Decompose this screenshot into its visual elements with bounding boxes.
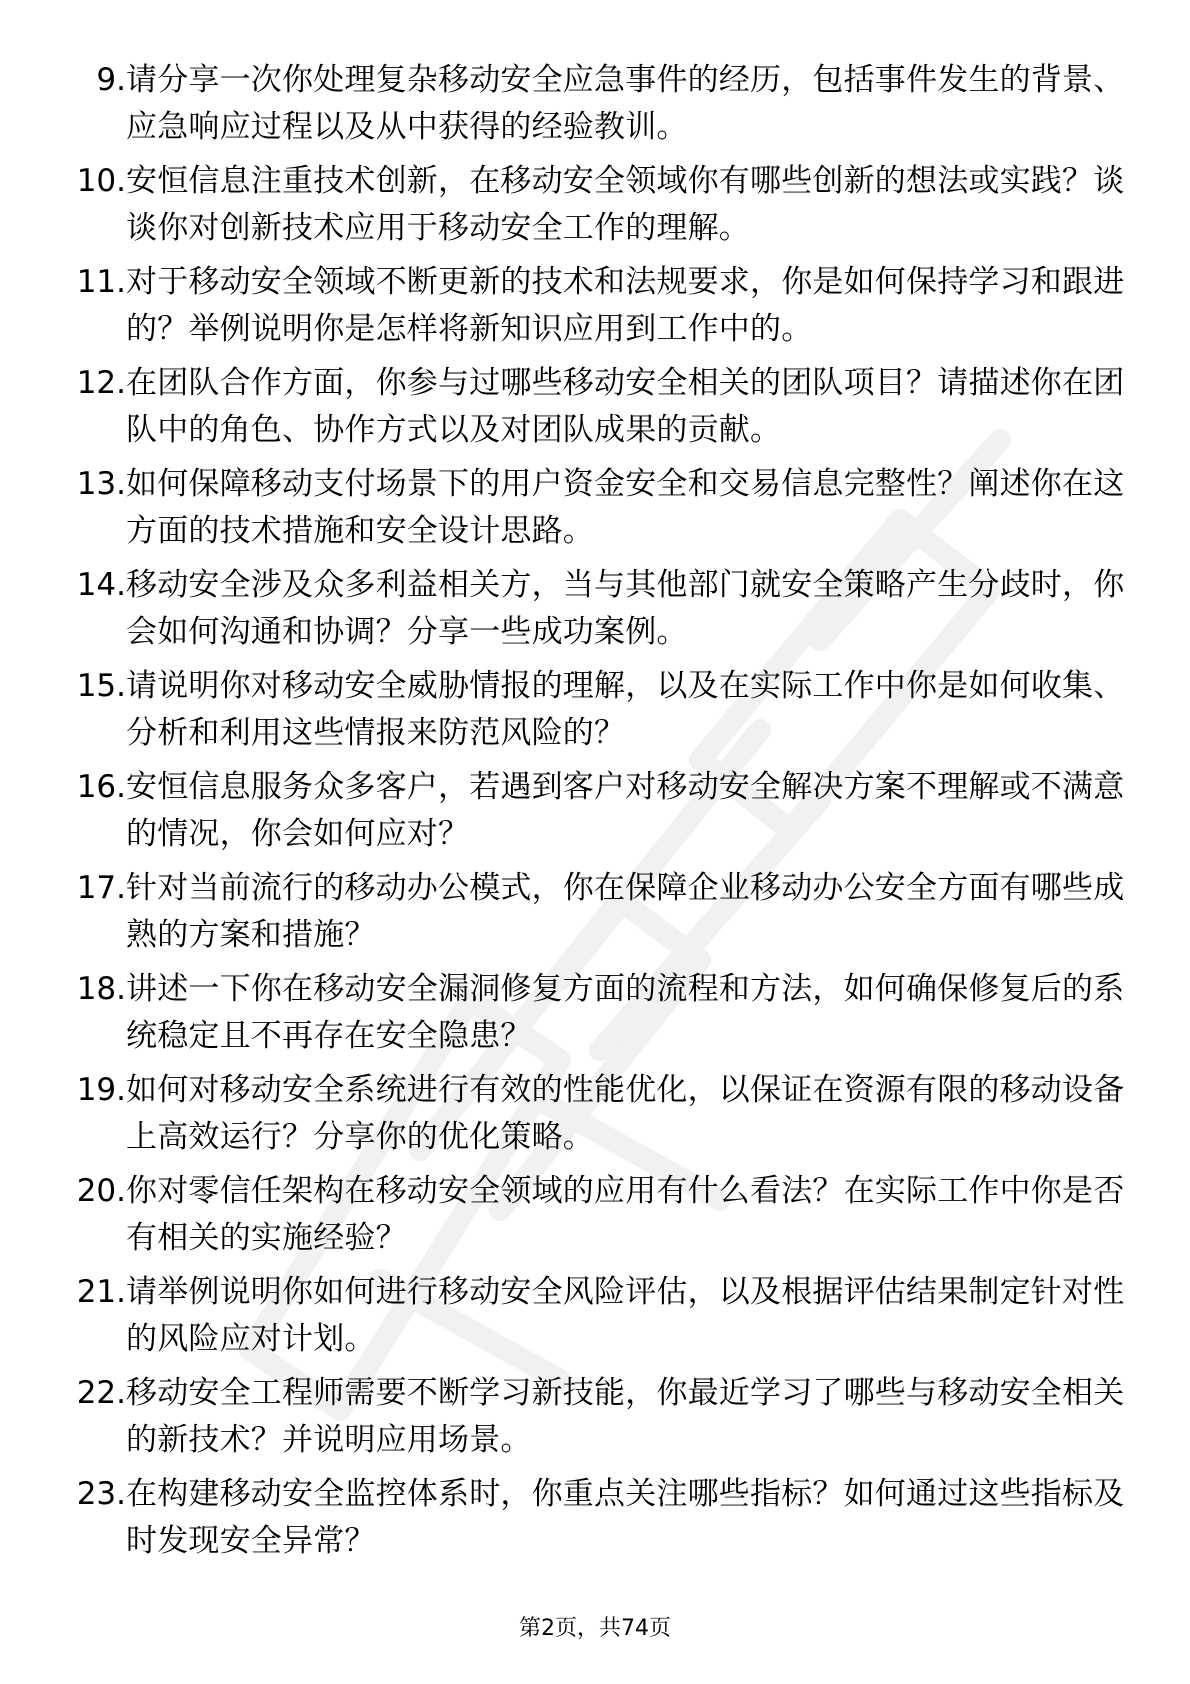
list-item (0, 153, 1190, 254)
question-number: 12. (76, 365, 126, 401)
list-item (0, 557, 1190, 658)
list-item (0, 1062, 1190, 1163)
question-number: 10. (76, 163, 126, 199)
question-text: 请说明你对移动安全威胁情报的理解，以及在实际工作中你是如何收集、分析和利用这些情报来防范风险的？ (126, 668, 1125, 751)
question-number: 15. (76, 668, 126, 704)
list-item (0, 961, 1190, 1062)
question-text: 如何保障移动支付场景下的用户资金安全和交易信息完整性？阐述你在这方面的技术措施和安全设计思路。 (126, 466, 1125, 549)
question-text: 请举例说明你如何进行移动安全风险评估，以及根据评估结果制定针对性的风险应对计划。 (126, 1274, 1125, 1357)
question-number: 11. (76, 264, 126, 300)
page-footer (0, 1614, 1190, 1644)
list-item (0, 759, 1190, 860)
question-number: 9. (96, 62, 126, 98)
question-text: 如何对移动安全系统进行有效的性能优化，以保证在资源有限的移动设备上高效运行？分享你的优化策略。 (126, 1072, 1125, 1155)
question-number: 21. (76, 1274, 126, 1310)
list-item (0, 1163, 1190, 1264)
question-list (0, 52, 1190, 1567)
list-item (0, 860, 1190, 961)
question-text: 移动安全涉及众多利益相关方，当与其他部门就安全策略产生分歧时，你会如何沟通和协调？分享一些成功案例。 (126, 567, 1125, 650)
list-item (0, 52, 1190, 153)
question-number: 20. (76, 1173, 126, 1209)
question-number: 23. (76, 1476, 126, 1512)
question-text: 移动安全工程师需要不断学习新技能，你最近学习了哪些与移动安全相关的新技术？并说明应用场景。 (126, 1375, 1125, 1458)
question-text: 对于移动安全领域不断更新的技术和法规要求，你是如何保持学习和跟进的？举例说明你是怎样将新知识应用到工作中的。 (126, 264, 1125, 347)
question-text: 在构建移动安全监控体系时，你重点关注哪些指标？如何通过这些指标及时发现安全异常？ (126, 1476, 1125, 1559)
page-number-label: 第2页，共74页 (519, 1616, 671, 1641)
question-number: 22. (76, 1375, 126, 1411)
list-item (0, 355, 1190, 456)
list-item (0, 1466, 1190, 1567)
list-item (0, 254, 1190, 355)
question-number: 14. (76, 567, 126, 603)
list-item (0, 1365, 1190, 1466)
question-number: 19. (76, 1072, 126, 1108)
question-text: 针对当前流行的移动办公模式，你在保障企业移动办公安全方面有哪些成熟的方案和措施？ (126, 870, 1125, 953)
question-number: 16. (76, 769, 126, 805)
question-text: 你对零信任架构在移动安全领域的应用有什么看法？在实际工作中你是否有相关的实施经验？ (126, 1173, 1125, 1256)
question-number: 17. (76, 870, 126, 906)
list-item (0, 1264, 1190, 1365)
list-item (0, 658, 1190, 759)
question-text: 安恒信息服务众多客户，若遇到客户对移动安全解决方案不理解或不满意的情况，你会如何应对？ (126, 769, 1125, 852)
question-text: 讲述一下你在移动安全漏洞修复方面的流程和方法，如何确保修复后的系统稳定且不再存在安全隐患？ (126, 971, 1125, 1054)
question-text: 安恒信息注重技术创新，在移动安全领域你有哪些创新的想法或实践？谈谈你对创新技术应用于移动安全工作的理解。 (126, 163, 1125, 246)
question-text: 在团队合作方面，你参与过哪些移动安全相关的团队项目？请描述你在团队中的角色、协作方式以及对团队成果的贡献。 (126, 365, 1125, 448)
list-item (0, 456, 1190, 557)
question-number: 13. (76, 466, 126, 502)
question-text: 请分享一次你处理复杂移动安全应急事件的经历，包括事件发生的背景、应急响应过程以及从中获得的经验教训。 (126, 62, 1125, 145)
question-number: 18. (76, 971, 126, 1007)
